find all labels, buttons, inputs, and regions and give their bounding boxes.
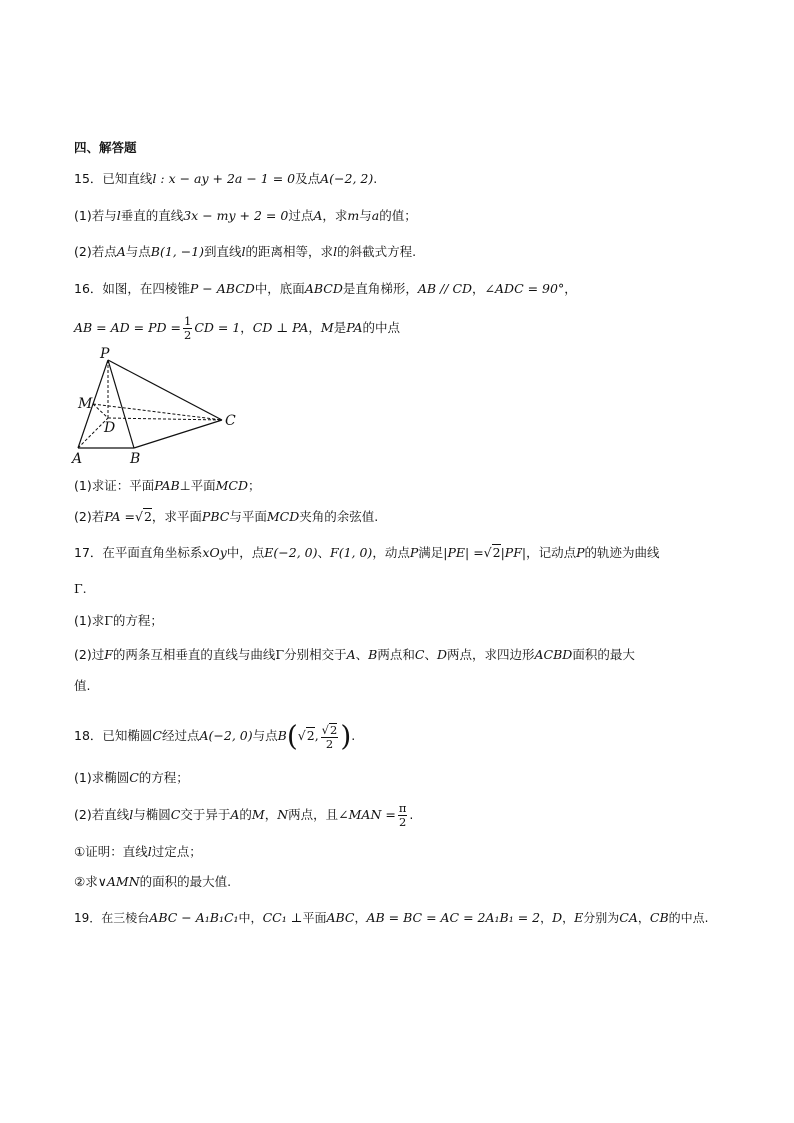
q17-sqrt: √2 xyxy=(483,545,501,560)
q17-cond-a: |PE| = xyxy=(443,545,484,560)
q17-p2-D: D xyxy=(436,647,447,662)
q17-p2-text: 两点和 xyxy=(377,647,415,662)
q19-solid: ABC − A₁B₁C₁ xyxy=(149,910,239,925)
q17-p2-gamma: Γ xyxy=(275,647,285,662)
q17-gamma: Γ. xyxy=(74,581,87,596)
q15-p1-A: A xyxy=(313,208,323,223)
q17-p2-text: (2)过 xyxy=(74,647,105,662)
q17-text: 中，点 xyxy=(226,545,265,560)
q18-s1-text: ①证明：直线 xyxy=(74,844,148,859)
q17-p1-text: 的方程； xyxy=(112,613,163,628)
q16-text: 是 xyxy=(333,320,347,335)
q18-paren-open: ( xyxy=(286,719,298,753)
q18-p2-C: C xyxy=(170,807,181,822)
q19-text: 的中点. xyxy=(668,911,709,925)
q18-frac-num: √2 xyxy=(321,722,338,737)
q15-p2-text: 与点 xyxy=(125,244,151,259)
q17-p2-text: 两点，求四边形 xyxy=(447,647,535,662)
edge-md xyxy=(93,404,108,418)
q18-p2-text: 的 xyxy=(239,807,252,822)
q19-D: D xyxy=(552,910,563,925)
q18-frac-num-value: 2 xyxy=(330,722,338,737)
q16-text: 是直角梯形， xyxy=(342,281,418,296)
q18-p2-text: (2)若直线 xyxy=(74,807,130,822)
q16-base: ABCD xyxy=(304,281,343,296)
q16-text: ， xyxy=(308,320,321,335)
q18-p1-text: (1)求椭圆 xyxy=(74,770,130,785)
q15-part1 xyxy=(74,206,417,226)
q18-comma: , xyxy=(314,728,319,743)
q19-text: 在三棱台 xyxy=(101,911,150,925)
q19-text: ， xyxy=(637,911,650,925)
q17-p1-gamma: Γ xyxy=(104,613,113,628)
q16-frac-num: 1 xyxy=(183,314,192,328)
q15-p2-text: (2)若点 xyxy=(74,244,117,259)
q16-p1-text: (1)求证：平面 xyxy=(74,478,155,493)
q19-text: 中， xyxy=(238,911,263,925)
q18-p2-angle: ∠MAN = xyxy=(338,807,396,822)
q18-A: A(−2, 0) xyxy=(199,728,253,743)
q15-p1-text: 与 xyxy=(359,208,372,223)
q16-text: ， xyxy=(240,320,253,335)
q18-text: 已知椭圆 xyxy=(102,728,153,743)
q15-part2 xyxy=(74,242,416,262)
pyramid-figure xyxy=(70,346,250,468)
q18-p2-text: 与椭圆 xyxy=(133,807,171,822)
q18-s1-l: l xyxy=(147,844,152,859)
q15-p1-m: m xyxy=(347,208,360,223)
q16-p1-mcd: MCD xyxy=(215,478,248,493)
q16-part2 xyxy=(74,507,378,527)
q16-text: 中，底面 xyxy=(254,281,305,296)
q17-p2-text: 分别相交于 xyxy=(284,647,347,662)
q17-text: 、 xyxy=(317,545,331,560)
q18-part2 xyxy=(74,800,413,830)
q19-text: ， xyxy=(562,911,575,925)
q17-text: ，动点 xyxy=(372,545,410,560)
q19-CA: CA xyxy=(619,910,638,925)
q16-eq-a: AB = AD = PD = xyxy=(74,320,181,335)
q15-p1-l: l xyxy=(116,208,121,223)
q15-text: 及点 xyxy=(295,171,321,186)
q18-stem xyxy=(74,719,355,753)
q17-p2-text: 、 xyxy=(355,647,369,662)
q15-p1-equation: 3x − my + 2 = 0 xyxy=(183,208,289,223)
q16-p2-text: 与平面 xyxy=(229,509,267,524)
q16-solid: P − ABCD xyxy=(189,281,255,296)
q16-frac-den: 2 xyxy=(183,328,192,342)
q17-text: ，记动点 xyxy=(526,545,577,560)
q15-line-equation: l : x − ay + 2a − 1 = 0 xyxy=(152,171,296,186)
q16-p2-text: ，求平面 xyxy=(151,509,202,524)
q16-text: ， xyxy=(564,281,577,296)
q17-p2-C: C xyxy=(414,647,425,662)
edge-pc xyxy=(108,360,222,420)
q18-p1-C: C xyxy=(129,770,139,785)
q17-p1-text: (1)求 xyxy=(74,613,105,628)
q17-gamma-line xyxy=(74,579,87,599)
q16-text: ， xyxy=(472,281,485,296)
q18-text: 与点 xyxy=(252,728,278,743)
q18-end: . xyxy=(351,728,356,743)
q16-text: 的中点 xyxy=(362,320,401,335)
q18-two: 2 xyxy=(398,815,407,829)
q16-p2-pa: PA = xyxy=(104,509,135,524)
q17-part1 xyxy=(74,611,163,631)
q17-xoy: xOy xyxy=(202,545,227,560)
q16-p1-text: ； xyxy=(247,478,261,493)
q19-text: ， xyxy=(354,911,367,925)
q17-part2-end xyxy=(74,676,90,696)
q16-p2-text: (2)若 xyxy=(74,509,105,524)
q17-sqrt-value: 2 xyxy=(492,545,501,560)
q19-eq: AB = BC = AC = 2A₁B₁ = 2 xyxy=(366,910,541,925)
q17-number: 17． xyxy=(74,545,103,560)
q15-p2-text: 到直线 xyxy=(204,244,242,259)
q16-angle: ∠ADC = 90° xyxy=(484,281,565,296)
q18-C: C xyxy=(152,728,162,743)
q18-p2-M: M xyxy=(251,807,265,822)
q17-cond-b: |PF| xyxy=(500,545,527,560)
q16-M: M xyxy=(320,320,334,335)
q18-fraction xyxy=(321,723,339,751)
edge-mc xyxy=(93,404,222,420)
q16-p2-sqrt: √2 xyxy=(134,509,152,524)
label-P: P xyxy=(100,346,110,362)
q15-p2-text: 的距离相等，求 xyxy=(245,244,334,259)
q18-p2-end: . xyxy=(409,807,414,822)
q19-number: 19． xyxy=(74,911,102,925)
label-B: B xyxy=(130,451,141,467)
q18-pi-fraction xyxy=(398,802,408,829)
q17-text: 在平面直角坐标系 xyxy=(102,545,203,560)
q19-text: ， xyxy=(540,911,553,925)
q16-part1 xyxy=(74,476,261,496)
q19-abc: ABC xyxy=(326,910,355,925)
q19-CB: CB xyxy=(649,910,669,925)
q18-p2-l: l xyxy=(129,807,134,822)
label-D: D xyxy=(104,420,116,436)
q17-p2-acbd: ACBD xyxy=(534,647,573,662)
q18-B: B xyxy=(277,728,287,743)
q17-p2-end: 值. xyxy=(74,678,91,693)
q16-half-fraction xyxy=(183,315,192,342)
q18-paren-close: ) xyxy=(340,719,352,753)
q18-number: 18． xyxy=(74,728,103,743)
q15-p2-A: A xyxy=(116,244,126,259)
q17-p2-text: 的两条互相垂直的直线与曲线 xyxy=(112,647,276,662)
q18-s2-text: ②求 xyxy=(74,874,98,889)
q18-p2-N: N xyxy=(277,807,289,822)
q18-pi: π xyxy=(398,801,407,815)
q18-sub1 xyxy=(74,842,202,862)
q15-end: . xyxy=(373,171,378,186)
q18-p1-text: 的方程； xyxy=(138,770,189,785)
q17-text: 满足 xyxy=(418,545,444,560)
q19-text: 平面 xyxy=(302,911,327,925)
q17-P: P xyxy=(409,545,419,560)
q16-p1-text: ⊥平面 xyxy=(179,478,216,493)
q17-p2-A: A xyxy=(346,647,356,662)
q17-p2-B: B xyxy=(368,647,378,662)
q18-sqrt: √2 xyxy=(297,728,315,743)
q18-part1 xyxy=(74,768,189,788)
q17-stem xyxy=(74,543,660,563)
q16-text: 如图，在四棱锥 xyxy=(102,281,190,296)
q15-p2-text: 的斜截式方程. xyxy=(337,244,417,259)
label-M: M xyxy=(78,396,93,412)
q17-part2 xyxy=(74,645,635,665)
q18-s1-text: 过定点； xyxy=(151,844,202,859)
q19-text: 分别为 xyxy=(583,911,620,925)
label-C: C xyxy=(225,413,236,429)
q17-p2-text: 面积的最大 xyxy=(572,647,635,662)
q19-E: E xyxy=(574,910,584,925)
q15-p2-l: l xyxy=(241,244,246,259)
q16-p1-pab: PAB xyxy=(154,478,180,493)
q17-F: F(1, 0) xyxy=(330,545,373,560)
q15-p2-l2: l xyxy=(333,244,338,259)
q18-p2-text: 两点，且 xyxy=(288,807,339,822)
q15-p1-text: 垂直的直线 xyxy=(120,208,184,223)
q16-conditions xyxy=(74,314,400,342)
q18-sqrt-value: 2 xyxy=(306,728,315,743)
q15-p2-B: B(1, −1) xyxy=(150,244,205,259)
q17-E: E(−2, 0) xyxy=(264,545,318,560)
q15-p1-text: ，求 xyxy=(322,208,348,223)
q15-point-a: A(−2, 2) xyxy=(320,171,374,186)
q16-PA: PA xyxy=(346,320,363,335)
q15-p1-text: 的值； xyxy=(379,208,417,223)
q16-stem xyxy=(74,279,577,299)
q15-p1-text: (1)若与 xyxy=(74,208,117,223)
q16-p2-mcd: MCD xyxy=(266,509,300,524)
q18-p2-A: A xyxy=(230,807,240,822)
q18-frac-den: 2 xyxy=(325,736,334,751)
q19-stem xyxy=(74,908,708,928)
label-A: A xyxy=(72,451,83,467)
q16-p2-pbc: PBC xyxy=(201,509,230,524)
q19-perp: CC₁ ⊥ xyxy=(262,910,303,925)
q16-number: 16． xyxy=(74,281,103,296)
q17-p2-text: 、 xyxy=(424,647,437,662)
q15-number: 15． xyxy=(74,171,103,186)
q17-P2: P xyxy=(576,545,585,560)
q15-p1-text: 过点 xyxy=(288,208,314,223)
q17-p2-F: F xyxy=(104,647,113,662)
q16-perp: CD ⊥ PA xyxy=(252,320,309,335)
q16-p2-sqrt-value: 2 xyxy=(143,509,152,524)
section-title: 四、解答题 xyxy=(74,140,137,155)
q18-sub2 xyxy=(74,872,231,892)
q18-s2-text: 的面积的最大值. xyxy=(139,874,232,889)
q16-parallel: AB // CD xyxy=(417,281,473,296)
q15-p1-a: a xyxy=(371,208,380,223)
q18-p2-text: 交于异于 xyxy=(180,807,231,822)
q15-stem xyxy=(74,169,377,189)
q15-text: 已知直线 xyxy=(102,171,153,186)
q16-p2-text: 夹角的余弦值. xyxy=(299,509,379,524)
q18-text: 经过点 xyxy=(162,728,200,743)
q18-s2-triangle: ∨AMN xyxy=(97,874,140,889)
q18-p2-text: ， xyxy=(264,807,278,822)
edge-bc xyxy=(134,420,222,448)
q16-eq-b: CD = 1 xyxy=(194,320,241,335)
q17-text: 的轨迹为曲线 xyxy=(584,545,660,560)
